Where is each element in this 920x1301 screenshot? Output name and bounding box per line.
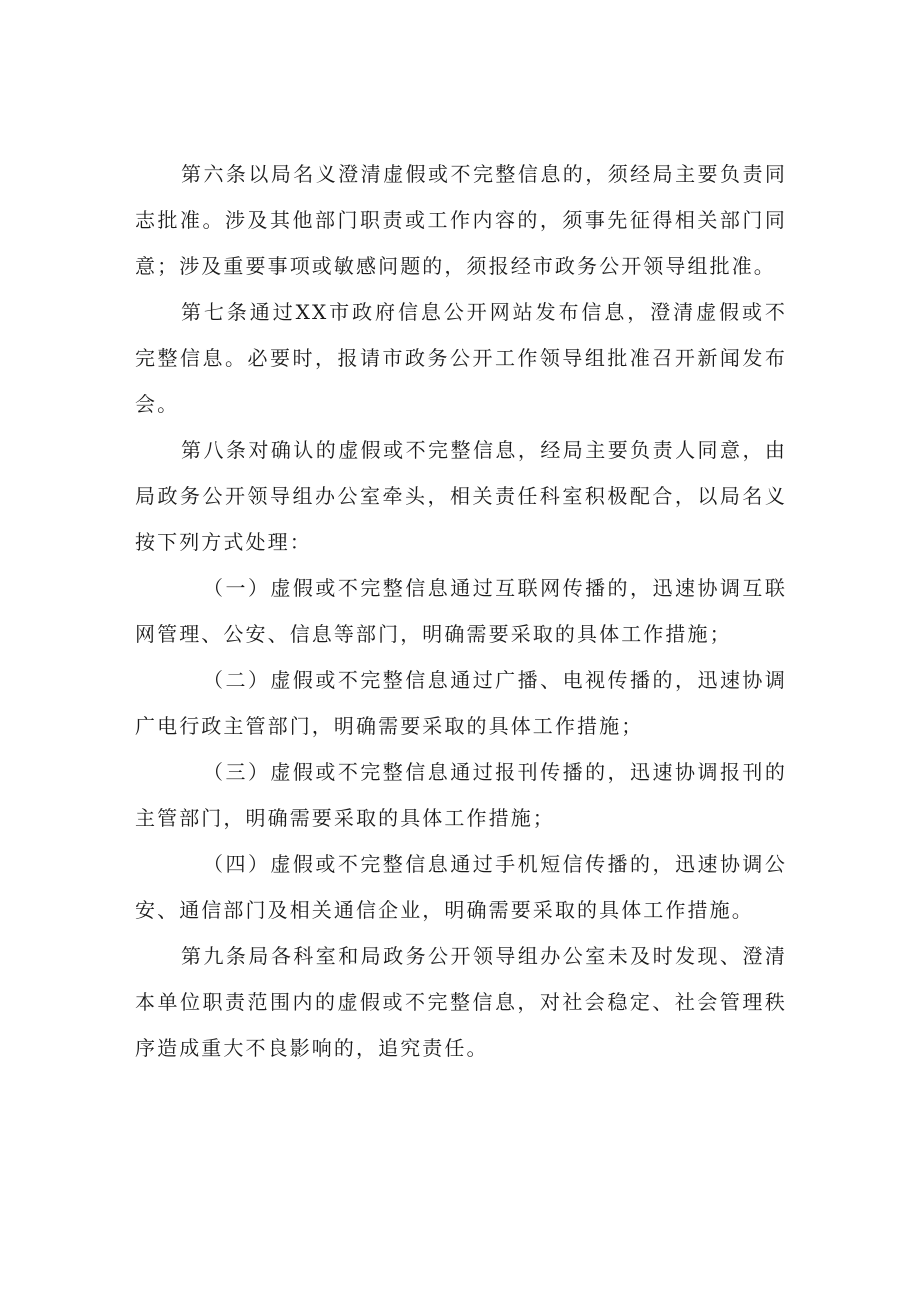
article-8-paragraph: 第八条对确认的虚假或不完整信息，经局主要负责人同意，由局政务公开领导组办公室牵头，相关责任科室积极配合，以局名义按下列方式处理： xyxy=(135,438,787,554)
article-8-item-3: （三）虚假或不完整信息通过报刊传播的，迅速协调报刊的主管部门，明确需要采取的具体工作措施； xyxy=(135,760,787,830)
article-8-item-4: （四）虚假或不完整信息通过手机短信传播的，迅速协调公安、通信部门及相关通信企业，明确需要采取的具体工作措施。 xyxy=(135,852,787,922)
article-8-item-1: （一）虚假或不完整信息通过互联网传播的，迅速协调互联网管理、公安、信息等部门，明确需要采取的具体工作措施； xyxy=(135,576,787,646)
article-6-paragraph: 第六条以局名义澄清虚假或不完整信息的，须经局主要负责同志批准。涉及其他部门职责或工作内容的，须事先征得相关部门同意；涉及重要事项或敏感问题的，须报经市政务公开领导组批准。 xyxy=(135,162,787,278)
article-7-paragraph: 第七条通过XX市政府信息公开网站发布信息，澄清虚假或不完整信息。必要时，报请市政务公开工作领导组批准召开新闻发布会。 xyxy=(135,300,787,416)
document-page xyxy=(135,151,787,1071)
article-9-paragraph: 第九条局各科室和局政务公开领导组办公室未及时发现、澄清本单位职责范围内的虚假或不完整信息，对社会稳定、社会管理秩序造成重大不良影响的，追究责任。 xyxy=(135,944,787,1060)
article-8-item-2: （二）虚假或不完整信息通过广播、电视传播的，迅速协调广电行政主管部门，明确需要采取的具体工作措施； xyxy=(135,668,787,738)
